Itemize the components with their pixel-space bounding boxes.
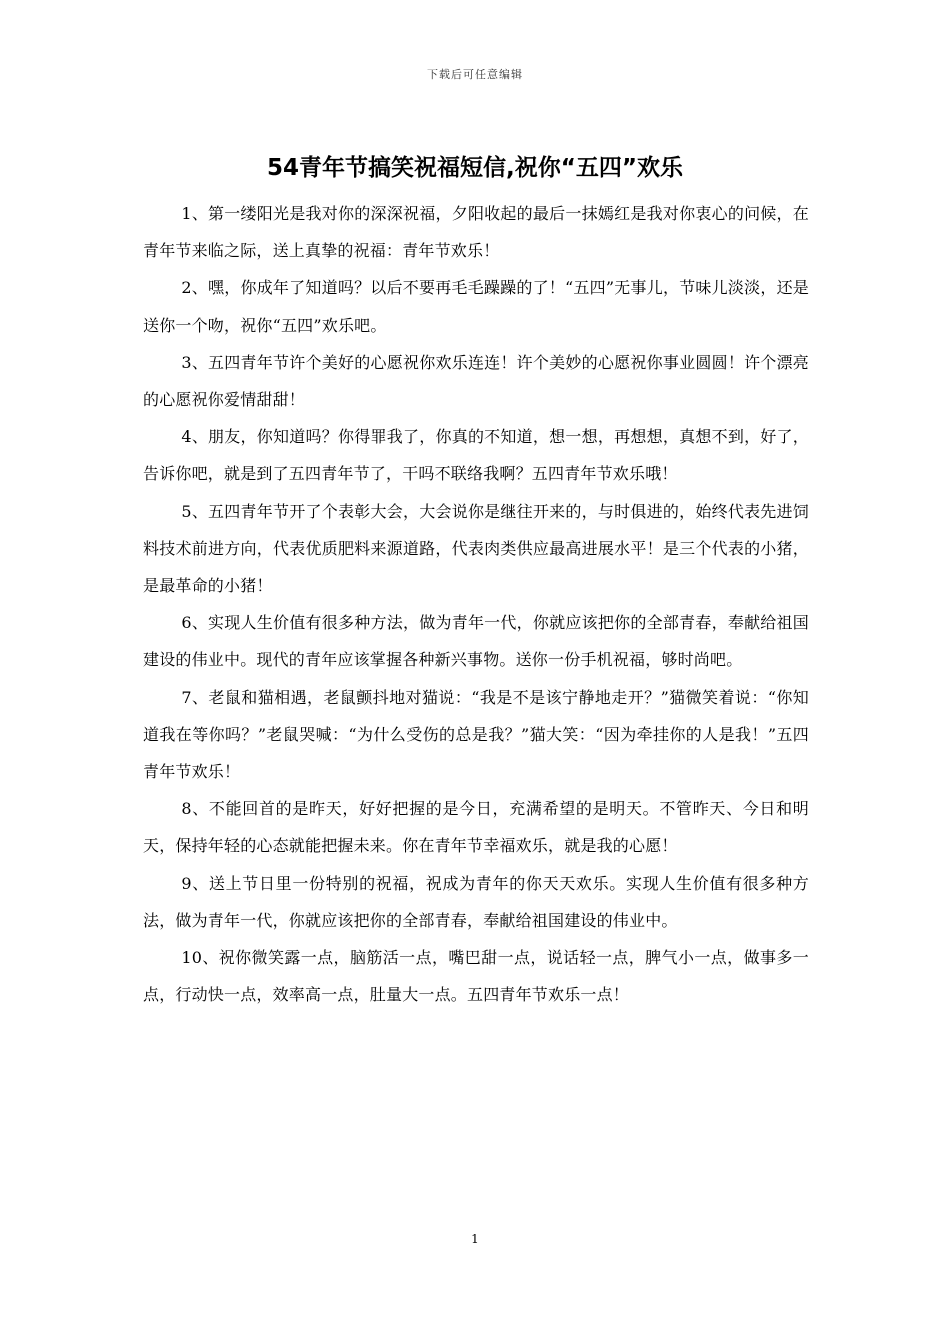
header-note: 下载后可任意编辑 <box>427 68 523 81</box>
document-title: 54青年节搞笑祝福短信,祝你“五四”欢乐 <box>267 155 683 181</box>
paragraph-2: 2、嘿，你成年了知道吗？以后不要再毛毛躁躁的了！“五四”无事儿，节味儿淡淡，还是送你一个吻，祝你“五四”欢乐吧。 <box>143 278 809 335</box>
page-number: 1 <box>471 1232 479 1246</box>
paragraph-10: 10、祝你微笑露一点，脑筋活一点，嘴巴甜一点，说话轻一点，脾气小一点，做事多一点，行动快一点，效率高一点，肚量大一点。五四青年节欢乐一点！ <box>143 948 809 1005</box>
document-body <box>143 195 809 1013</box>
paragraph-5: 5、五四青年节开了个表彰大会，大会说你是继往开来的，与时俱进的，始终代表先进饲料技术前进方向，代表优质肥料来源道路，代表肉类供应最高进展水平！是三个代表的小猪，是最革命的小猪！ <box>143 501 809 596</box>
paragraph-9: 9、送上节日里一份特别的祝福，祝成为青年的你天天欢乐。实现人生价值有很多种方法，做为青年一代，你就应该把你的全部青春，奉献给祖国建设的伟业中。 <box>143 873 809 930</box>
paragraph-6: 6、实现人生价值有很多种方法，做为青年一代，你就应该把你的全部青春，奉献给祖国建设的伟业中。现代的青年应该掌握各种新兴事物。送你一份手机祝福，够时尚吧。 <box>143 613 809 670</box>
paragraph-7: 7、老鼠和猫相遇，老鼠颤抖地对猫说：“我是不是该宁静地走开？”猫微笑着说：“你知道我在等你吗？”老鼠哭喊：“为什么受伤的总是我？”猫大笑：“因为牵挂你的人是我！”五四青年节欢乐！ <box>143 687 809 782</box>
paragraph-4: 4、朋友，你知道吗？你得罪我了，你真的不知道，想一想，再想想，真想不到，好了，告诉你吧，就是到了五四青年节了，干吗不联络我啊？五四青年节欢乐哦！ <box>143 427 809 484</box>
paragraph-1: 1、第一缕阳光是我对你的深深祝福，夕阳收起的最后一抹嫣红是我对你衷心的问候，在青年节来临之际，送上真挚的祝福：青年节欢乐！ <box>143 204 809 261</box>
paragraph-8: 8、不能回首的是昨天，好好把握的是今日，充满希望的是明天。不管昨天、今日和明天，保持年轻的心态就能把握未来。你在青年节幸福欢乐，就是我的心愿！ <box>143 799 809 856</box>
paragraph-3: 3、五四青年节许个美好的心愿祝你欢乐连连！许个美妙的心愿祝你事业圆圆！许个漂亮的心愿祝你爱情甜甜！ <box>143 352 809 410</box>
